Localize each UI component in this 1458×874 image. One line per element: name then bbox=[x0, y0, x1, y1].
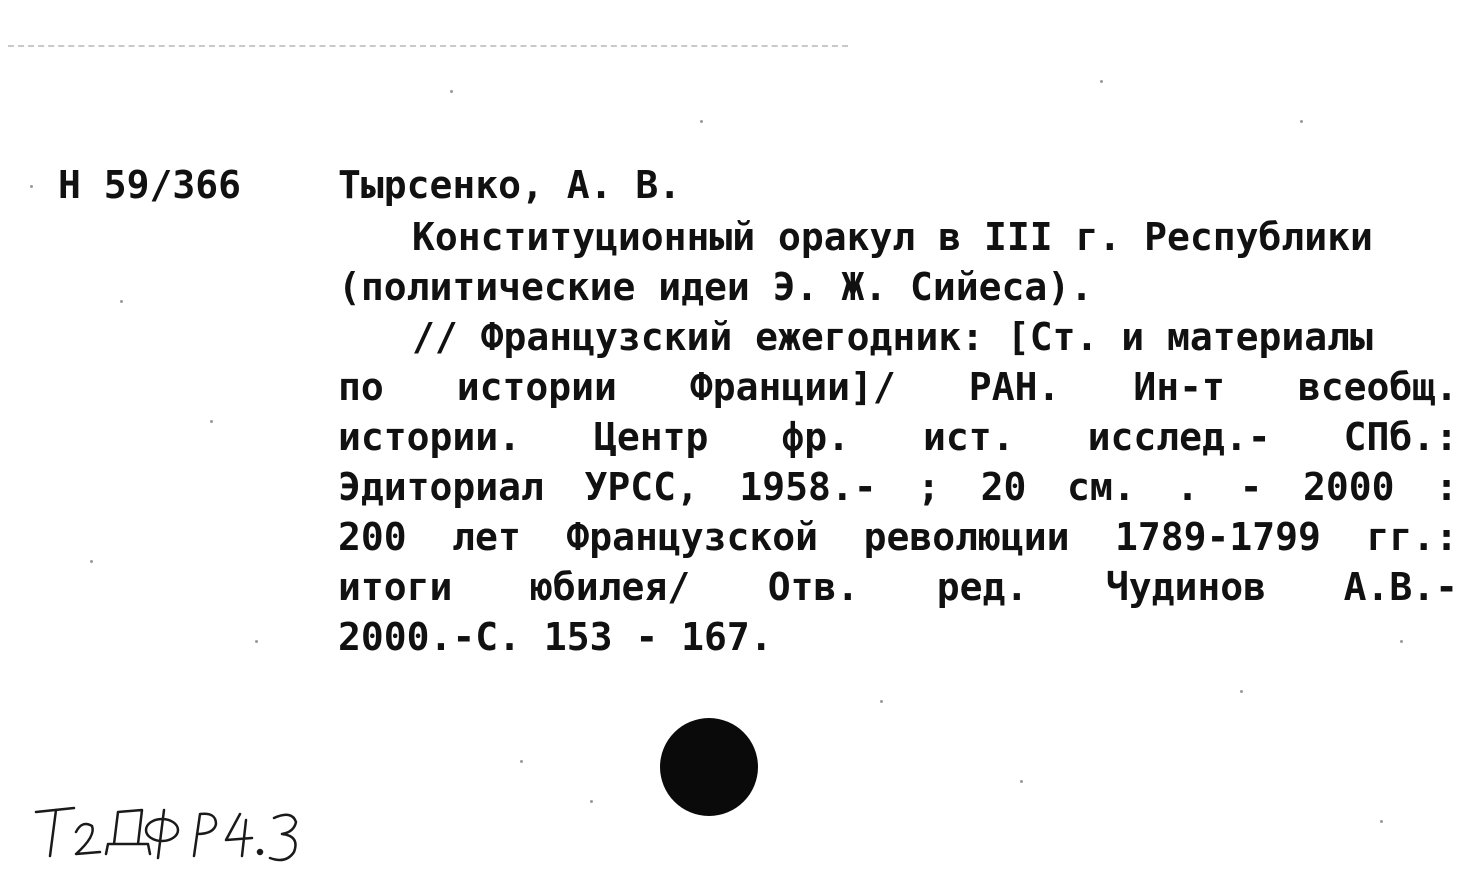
speck bbox=[1240, 690, 1243, 693]
top-dashed-line bbox=[8, 45, 848, 47]
shelfmark: Н 59/366 bbox=[58, 163, 242, 207]
source-line-3: истории. Центр фр. ист. исслед.- СПб.: bbox=[338, 415, 1458, 459]
source-line-5: 200 лет Французской революции 1789-1799 гг.: bbox=[338, 515, 1458, 559]
source-line-2: по истории Франции]/ РАН. Ин-т всеобщ. bbox=[338, 365, 1458, 409]
title-line-2: (политические идеи Э. Ж. Сийеса). bbox=[338, 265, 1093, 309]
speck bbox=[210, 420, 213, 423]
speck bbox=[30, 185, 33, 188]
source-line-1: // Французский ежегодник: [Ст. и материалы bbox=[412, 315, 1373, 359]
speck bbox=[450, 90, 453, 93]
source-line-6: итоги юбилея/ Отв. ред. Чудинов А.В.- bbox=[338, 565, 1458, 609]
speck bbox=[120, 300, 123, 303]
source-line-7: 2000.-С. 153 - 167. bbox=[338, 615, 773, 659]
speck bbox=[1020, 780, 1023, 783]
speck bbox=[880, 700, 883, 703]
speck bbox=[1380, 820, 1383, 823]
speck bbox=[590, 800, 593, 803]
speck bbox=[1100, 80, 1103, 83]
speck bbox=[90, 560, 93, 563]
speck bbox=[255, 640, 258, 643]
speck bbox=[520, 760, 523, 763]
speck bbox=[700, 120, 703, 123]
author-name: Тырсенко, А. В. bbox=[338, 163, 682, 207]
speck bbox=[1400, 640, 1403, 643]
speck bbox=[1300, 120, 1303, 123]
handwritten-note bbox=[30, 800, 330, 870]
source-line-4: Эдиториал УРСС, 1958.- ; 20 см. . - 2000 : bbox=[338, 465, 1458, 509]
title-line-1: Конституционный оракул в III г. Республики bbox=[412, 215, 1373, 259]
punch-hole bbox=[660, 718, 758, 816]
